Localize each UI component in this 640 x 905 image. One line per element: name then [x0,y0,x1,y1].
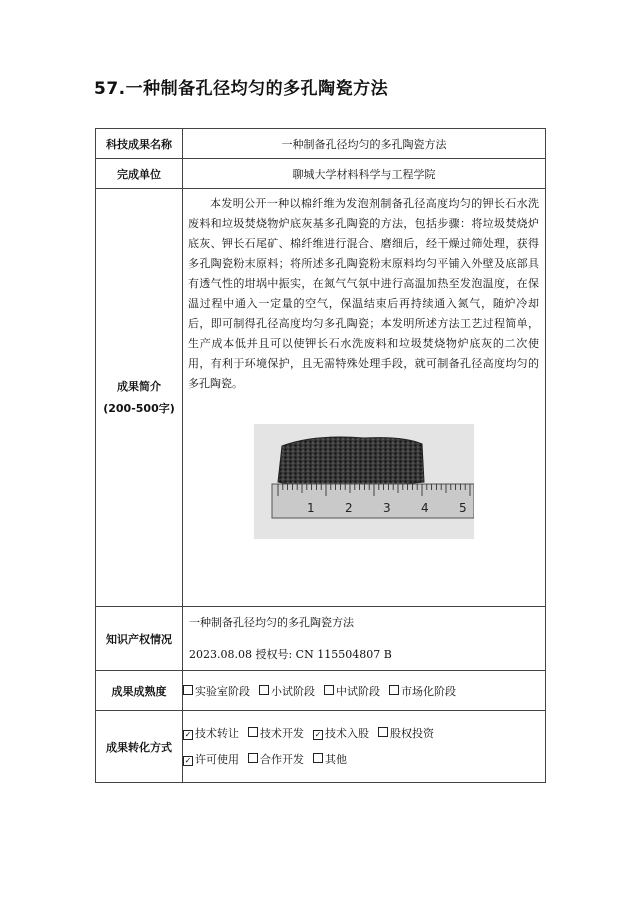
unchecked-box-icon[interactable] [248,753,258,763]
transfer-options [183,711,546,783]
unchecked-box-icon[interactable] [389,685,399,695]
summary-label-cell [96,189,183,607]
ruler-label: 2 [344,501,353,515]
transfer-option-label: 许可使用 [195,752,239,766]
ip-cell [183,607,546,671]
summary-label: 成果简介 [117,379,161,393]
maturity-option-label: 小试阶段 [271,684,315,698]
transfer-option[interactable] [183,747,239,773]
summary-cell [183,189,546,607]
unchecked-box-icon[interactable] [259,685,269,695]
achievement-table [95,128,546,783]
unit-label: 完成单位 [96,159,183,189]
maturity-option[interactable] [389,683,456,699]
transfer-label: 成果转化方式 [96,711,183,783]
maturity-option-label: 市场化阶段 [401,684,456,698]
transfer-option[interactable] [378,721,434,747]
summary-sublabel: (200-500字) [103,401,175,415]
ruler-label: 5 [458,501,467,515]
page-title: 57.一种制备孔径均匀的多孔陶瓷方法 [94,79,389,99]
name-value: 一种制备孔径均匀的多孔陶瓷方法 [183,129,546,159]
checked-box-icon[interactable]: ✓ [184,729,192,739]
unchecked-box-icon[interactable] [324,685,334,695]
ruler-label: 4 [420,501,429,515]
unchecked-box-icon[interactable] [248,727,258,737]
maturity-option-label: 中试阶段 [336,684,380,698]
ip-label: 知识产权情况 [96,607,183,671]
maturity-options [183,671,546,711]
porous-ceramic-photo [254,424,474,539]
ip-grant: 2023.08.08 授权号: CN 115504807 B [189,647,392,661]
transfer-option-label: 其他 [325,752,347,766]
transfer-option-label: 技术转让 [195,726,239,740]
transfer-option-label: 技术入股 [325,726,369,740]
summary-text: 本发明公开一种以棉纤维为发泡剂制备孔径高度均匀的钾长石水洗废料和垃圾焚烧物炉底灰基多孔陶瓷的方法，包括步骤：将垃圾焚烧炉底灰、钾长石尾矿、棉纤维进行混合、磨细后，经干燥过筛处理，获得多孔陶瓷粉末原料；将所述多孔陶瓷粉末原料均匀平铺入外壁及底部具有透气性的坩埚中振实，在氮气气氛中进行高温加热至发泡温度，在保温过程中通入一定量的空气，保温结束后再持续通入氮气，随炉冷却后，即可制得孔径高度均匀多孔陶瓷；本发明所述方法工艺过程简单，生产成本低并且可以使钾长石水洗废料和垃圾焚烧物炉底灰的二次使用，有利于环境保护，且无需特殊处理手段，就可制备孔径高度均匀的多孔陶瓷。 [188,197,539,390]
maturity-option[interactable] [183,683,250,699]
transfer-option[interactable] [183,721,239,747]
checked-box-icon[interactable]: ✓ [184,755,192,765]
unchecked-box-icon[interactable] [183,685,193,695]
ceramic-sample-image [254,424,474,539]
transfer-option-label: 股权投资 [390,726,434,740]
maturity-label: 成果成熟度 [96,671,183,711]
maturity-option[interactable] [259,683,315,699]
maturity-option-label: 实验室阶段 [195,684,250,698]
transfer-option-label: 技术开发 [260,726,304,740]
transfer-option[interactable] [248,721,304,747]
ruler-label: 1 [306,501,315,515]
unchecked-box-icon[interactable] [378,727,388,737]
transfer-option[interactable] [313,747,347,773]
transfer-option[interactable] [248,747,304,773]
checked-box-icon[interactable]: ✓ [314,729,322,739]
name-label: 科技成果名称 [96,129,183,159]
ruler-label: 3 [382,501,391,515]
ip-title: 一种制备孔径均匀的多孔陶瓷方法 [189,615,354,629]
maturity-option[interactable] [324,683,380,699]
unchecked-box-icon[interactable] [313,753,323,763]
transfer-option-label: 合作开发 [260,752,304,766]
transfer-option[interactable] [313,721,369,747]
unit-value: 聊城大学材料科学与工程学院 [183,159,546,189]
